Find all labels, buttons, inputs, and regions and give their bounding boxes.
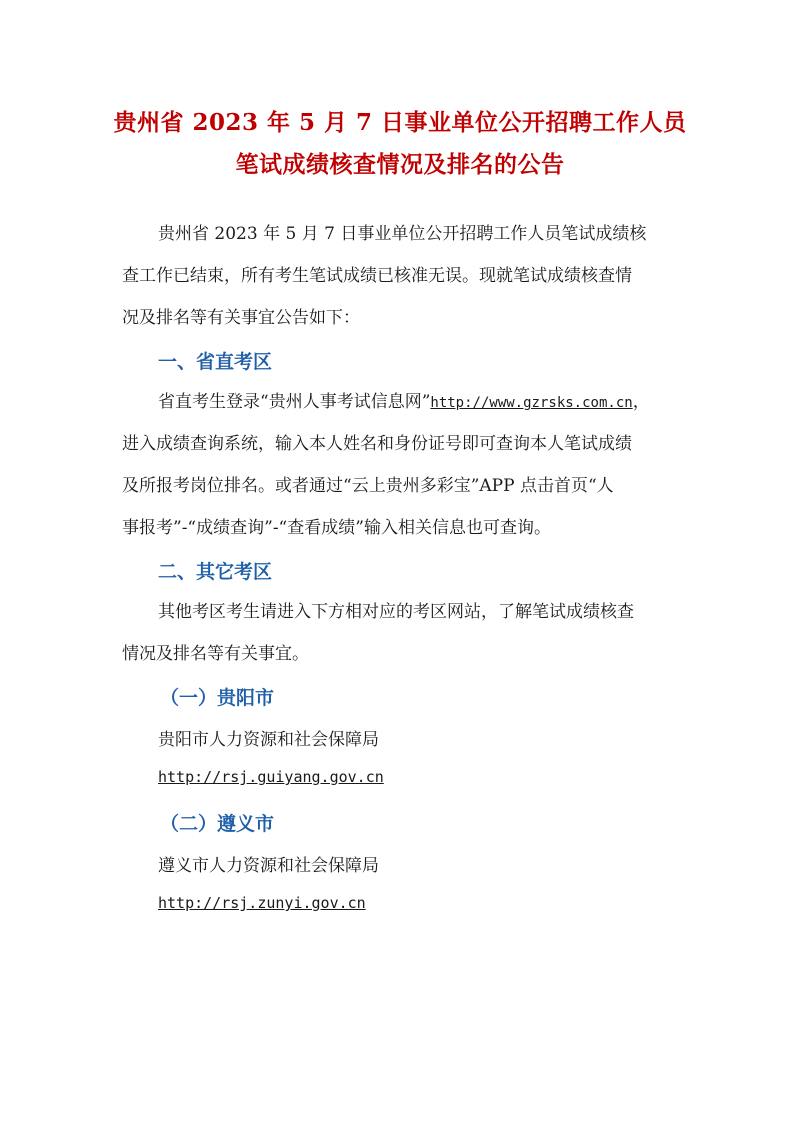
zunyi-org: 遵义市人力资源和社会保障局 (158, 856, 379, 876)
zunyi-link-line (158, 893, 366, 913)
gzrsks-link[interactable]: http://www.gzrsks.com.cn (430, 395, 633, 411)
page-title-line-2: 笔试成绩核查情况及排名的公告 (235, 151, 565, 178)
section2-line-1 (122, 593, 680, 632)
guiyang-org: 贵阳市人力资源和社会保障局 (158, 730, 379, 750)
guiyang-link[interactable]: http://rsj.guiyang.gov.cn (158, 768, 384, 786)
intro-line-3: 况及排名等有关事宜公告如下： (122, 308, 360, 328)
section2-text-1: 其他考区考生请进入下方相对应的考区网站，了解笔试成绩核查 (158, 602, 634, 622)
subheading-guiyang: （一）贵阳市 (160, 687, 275, 709)
section1-line-3: 及所报考岗位排名。或者通过“云上贵州多彩宝”APP 点击首页“人 (122, 476, 614, 496)
subheading-zunyi: （二）遵义市 (160, 813, 275, 835)
page-title-line-1: 贵州省 2023 年 5 月 7 日事业单位公开招聘工作人员 (113, 109, 687, 136)
section2-line-2: 情况及排名等有关事宜。 (122, 644, 309, 664)
section1-line-1 (122, 383, 680, 423)
section-heading-other: 二、其它考区 (158, 561, 273, 583)
section-heading-provincial: 一、省直考区 (158, 351, 273, 373)
section1-comma: ， (632, 392, 650, 412)
zunyi-link[interactable]: http://rsj.zunyi.gov.cn (158, 894, 366, 912)
intro-line-1 (122, 215, 680, 254)
intro-text-1: 贵州省 2023 年 5 月 7 日事业单位公开招聘工作人员笔试成绩核 (158, 224, 647, 244)
guiyang-link-line (158, 767, 384, 787)
section1-text-1: 省直考生登录“贵州人事考试信息网” (158, 392, 431, 412)
intro-line-2: 查工作已结束，所有考生笔试成绩已核准无误。现就笔试成绩核查情 (122, 266, 632, 286)
section1-line-2: 进入成绩查询系统，输入本人姓名和身份证号即可查询本人笔试成绩 (122, 434, 632, 454)
section1-line-4: 事报考”-“成绩查询”-“查看成绩”输入相关信息也可查询。 (122, 518, 551, 538)
